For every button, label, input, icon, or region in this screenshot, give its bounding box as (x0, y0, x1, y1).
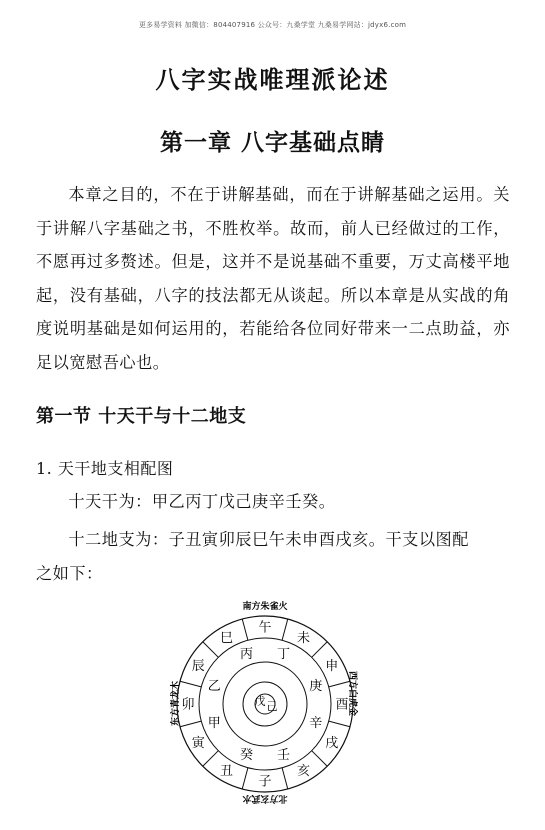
branch-divider (203, 751, 219, 767)
branch-divider (282, 619, 288, 640)
center-wu: 戊 (254, 695, 266, 708)
section-title: 第一节 十天干与十二地支 (36, 406, 247, 427)
ganzhi-diagram-svg (150, 596, 380, 826)
branch-chou: 丑 (219, 764, 234, 780)
stem-geng: 庚 (309, 679, 323, 694)
dizhi-line: 十二地支为：子丑寅卯辰巳午未申酉戌亥。干支以图配 (68, 530, 469, 549)
branch-divider (180, 681, 201, 687)
branch-divider (242, 768, 248, 789)
branch-yin: 寅 (191, 736, 205, 751)
branch-you: 酉 (335, 697, 349, 713)
branch-wu: 午 (258, 620, 272, 636)
dizhi-line-continued: 之如下： (36, 564, 103, 583)
branch-divider (180, 721, 201, 727)
stem-xin: 辛 (309, 716, 323, 731)
stem-ren: 壬 (276, 748, 291, 764)
branch-divider (329, 681, 350, 687)
east-label: 东方青龙木 (171, 680, 181, 726)
stem-ding: 丁 (276, 646, 291, 662)
west-label: 西方白虎金 (347, 671, 357, 717)
stem-gui: 癸 (239, 748, 254, 764)
ganzhi-diagram (150, 596, 380, 826)
branch-chen: 辰 (191, 659, 205, 674)
branch-shen: 申 (325, 659, 339, 674)
stem-bing: 丙 (239, 646, 254, 662)
branch-zi: 子 (258, 774, 272, 790)
intro-paragraph: 本章之目的，不在于讲解基础，而在于讲解基础之运用。关于讲解八字基础之书，不胜枚举。故而，前人已经做过的工作，不愿再过多赘述。但是，这并不是说基础不重要，万丈高楼平地起，没有基础，八字的技法都无从谈起。所以本章是从实战的角度说明基础是如何运用的，若能给各位同好带来一二点助益，亦足以宽慰吾心也。 (36, 185, 510, 372)
branch-divider (329, 721, 350, 727)
branch-hai: 亥 (296, 764, 311, 780)
book-title: 八字实战唯理派论述 (155, 65, 390, 94)
tiangan-line: 十天干为：甲乙丙丁戊己庚辛壬癸。 (68, 492, 336, 511)
branch-divider (282, 768, 288, 789)
south-label: 南方朱雀火 (242, 602, 288, 612)
branch-mao: 卯 (181, 697, 195, 713)
branch-divider (203, 642, 219, 658)
branch-si: 巳 (219, 630, 234, 646)
branch-xu: 戌 (325, 736, 339, 751)
north-label: 北方玄武水 (242, 793, 288, 803)
center-ji: 己 (266, 700, 278, 713)
stem-jia: 甲 (207, 716, 221, 731)
subsection-title: 1. 天干地支相配图 (36, 459, 174, 478)
branch-divider (312, 751, 328, 767)
branch-divider (242, 619, 248, 640)
header-note: 更多易学资料 加微信：804407916 公众号：九桑学堂 九桑易学网站：jdyx6.com (138, 21, 407, 29)
branch-wei: 未 (296, 630, 311, 646)
chapter-title: 第一章 八字基础点睛 (159, 129, 385, 156)
branch-divider (312, 642, 328, 658)
stem-yi: 乙 (207, 679, 221, 694)
